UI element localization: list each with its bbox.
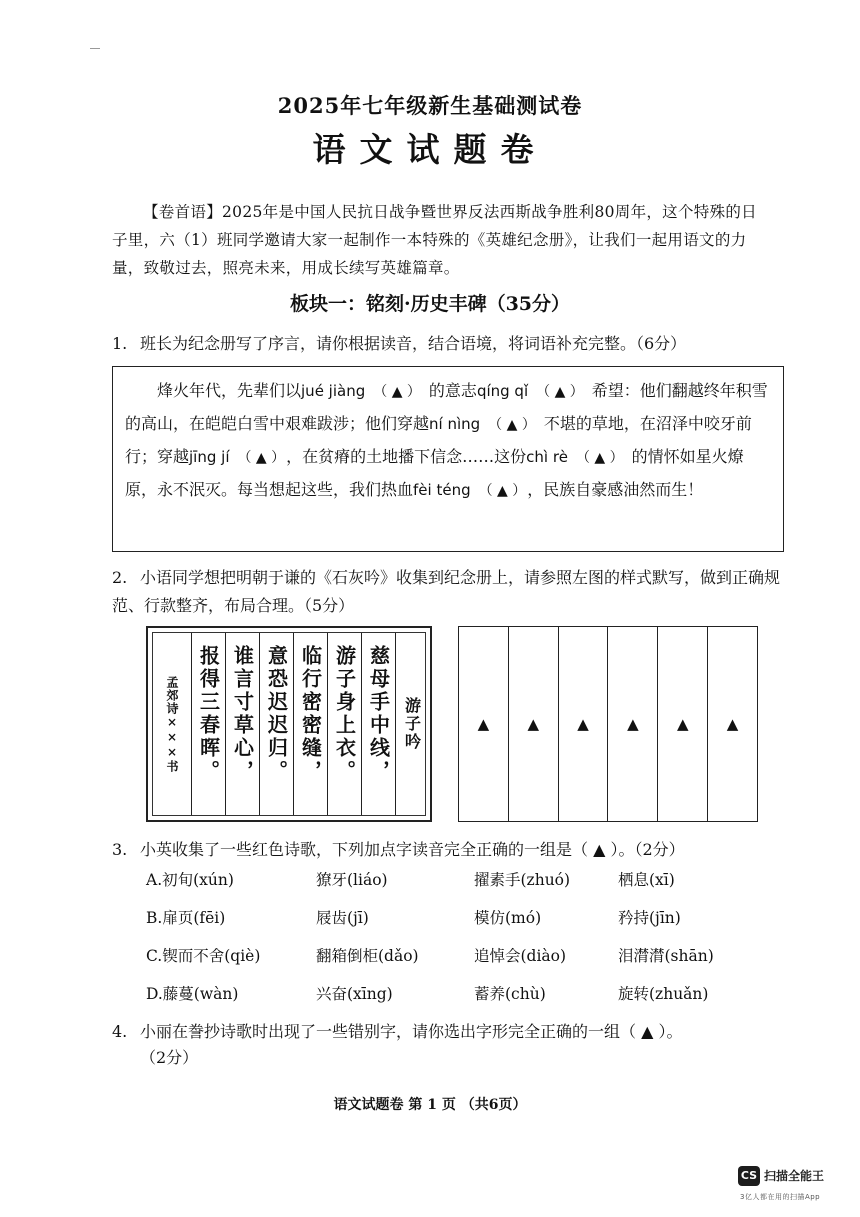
- page-footer: 语文试题卷 第 1 页 （共6页）: [333, 1097, 527, 1113]
- answer-blank[interactable]: （ ▲ ）: [373, 384, 421, 400]
- option-row-d[interactable]: [146, 982, 786, 1008]
- score-text: （2分）: [140, 1048, 199, 1067]
- exam-title: 2025年七年级新生基础测试卷: [277, 93, 583, 118]
- option-item: 蓄养(chù): [474, 985, 546, 1003]
- answer-blank[interactable]: （ ▲ ）: [536, 384, 584, 400]
- question-3: [112, 836, 792, 864]
- answer-grid[interactable]: [458, 626, 758, 822]
- answer-blank[interactable]: （ ▲ ）: [488, 417, 536, 433]
- question-text: 小英收集了一些红色诗歌，下列加点字读音完全正确的一组是（ ▲ ）。（2分）: [140, 840, 685, 859]
- passage-text: 烽火年代，先辈们以: [157, 381, 302, 400]
- option-item: 旋转(zhuǎn): [618, 985, 709, 1003]
- option-item: 擢素手(zhuó): [474, 871, 571, 889]
- answer-blank[interactable]: （ ▲ ）: [237, 450, 279, 466]
- option-item: 屐齿(jī): [316, 909, 369, 927]
- question-4-score: [112, 1044, 792, 1072]
- option-item: C.锲而不舍(qiè): [146, 947, 261, 965]
- scan-mark: [90, 48, 100, 49]
- camscanner-watermark: [738, 1166, 848, 1210]
- passage-text: 希望：他们翻越终年积雪的高山，在皑皑白雪中艰难跋涉；他们穿越: [125, 381, 768, 433]
- option-row-b[interactable]: [146, 906, 786, 932]
- camscanner-logo-icon: CS: [738, 1166, 760, 1186]
- question-text: 小丽在誊抄诗歌时出现了一些错别字，请你选出字形完全正确的一组（ ▲ ）。: [140, 1022, 683, 1041]
- passage-text: 的意志: [428, 381, 477, 400]
- grid-column[interactable]: ▲: [657, 627, 707, 821]
- grid-column[interactable]: ▲: [508, 627, 558, 821]
- section-heading: 板块一：铭刻·历史丰碑（35分）: [289, 293, 571, 315]
- question-number: 3.: [112, 840, 128, 859]
- sample-column: 意恐迟迟归。: [259, 633, 293, 815]
- sample-signature: 孟郊诗×××书: [165, 675, 179, 773]
- question-4: [112, 1018, 792, 1046]
- sample-column: 慈母手中线，: [361, 633, 395, 815]
- question-2: [112, 564, 792, 620]
- option-row-c[interactable]: [146, 944, 786, 970]
- passage-text: 的情怀如星火燎原，永不泯灭。每当想起这些，我们热血: [125, 447, 744, 499]
- option-item: A.初旬(xún): [146, 871, 234, 889]
- option-item: 兴奋(xīng): [316, 985, 393, 1003]
- question-text: 班长为纪念册写了序言，请你根据读音，结合语境，将词语补充完整。（6分）: [140, 334, 687, 353]
- option-item: 栖息(xī): [618, 871, 675, 889]
- q1-passage-box: [112, 366, 784, 552]
- pinyin: jīng jí: [189, 448, 230, 466]
- preface-paragraph: 【卷首语】2025年是中国人民抗日战争暨世界反法西斯战争胜利80周年，这个特殊的日子里，六（1）班同学邀请大家一起制作一本特殊的《英雄纪念册》，让我们一起用语文的力量，致敬过去，照亮未来，用成长续写英雄篇章。: [112, 203, 757, 277]
- question-1: [112, 330, 792, 358]
- option-item: 翻箱倒柜(dǎo): [316, 947, 419, 965]
- sample-column: 游子身上衣。: [327, 633, 361, 815]
- sample-column: 报得三春晖。: [191, 633, 225, 815]
- sample-title: 游子吟: [395, 633, 427, 815]
- question-number: 2.: [112, 568, 128, 587]
- pinyin: chì rè: [526, 448, 568, 466]
- exam-subject-title: 语文试题卷: [312, 130, 548, 169]
- pinyin: qíng qǐ: [476, 382, 529, 400]
- question-text: 小语同学想把明朝于谦的《石灰吟》收集到纪念册上，请参照左图的样式默写，做到正确规范、行款整齐，布局合理。（5分）: [112, 568, 781, 615]
- grid-column[interactable]: ▲: [558, 627, 608, 821]
- question-number: 4.: [112, 1022, 128, 1041]
- option-item: D.藤蔓(wàn): [146, 985, 239, 1003]
- sample-column: 临行密密缝，: [293, 633, 327, 815]
- answer-blank[interactable]: （ ▲ ）: [575, 450, 624, 466]
- grid-column[interactable]: ▲: [707, 627, 757, 821]
- answer-blank[interactable]: （ ▲ ）: [478, 483, 520, 499]
- watermark-tagline: 3亿人都在用的扫描App: [740, 1193, 821, 1201]
- passage-text: ，在贫瘠的土地播下信念……这份: [286, 447, 527, 466]
- calligraphy-sample: [146, 626, 432, 822]
- option-item: 矜持(jīn): [618, 909, 681, 927]
- passage-text: ，民族自豪感油然而生！: [527, 480, 704, 499]
- option-row-a[interactable]: [146, 868, 786, 894]
- pinyin: jué jiàng: [301, 382, 366, 400]
- option-item: 模仿(mó): [474, 909, 542, 927]
- pinyin: ní nìng: [429, 415, 481, 433]
- option-item: 獠牙(liáo): [316, 871, 388, 889]
- option-item: 泪潸潸(shān): [618, 947, 714, 965]
- passage-text: 不堪的草地，在沼泽中咬牙前行；穿越: [125, 414, 752, 466]
- option-item: 追悼会(diào): [474, 947, 567, 965]
- option-item: B.扉页(fēi): [146, 909, 226, 927]
- pinyin: fèi téng: [413, 481, 471, 499]
- grid-column[interactable]: ▲: [607, 627, 657, 821]
- watermark-name: 扫描全能王: [764, 1169, 825, 1183]
- question-number: 1.: [112, 334, 128, 353]
- sample-column: 谁言寸草心，: [225, 633, 259, 815]
- grid-column[interactable]: ▲: [477, 715, 490, 733]
